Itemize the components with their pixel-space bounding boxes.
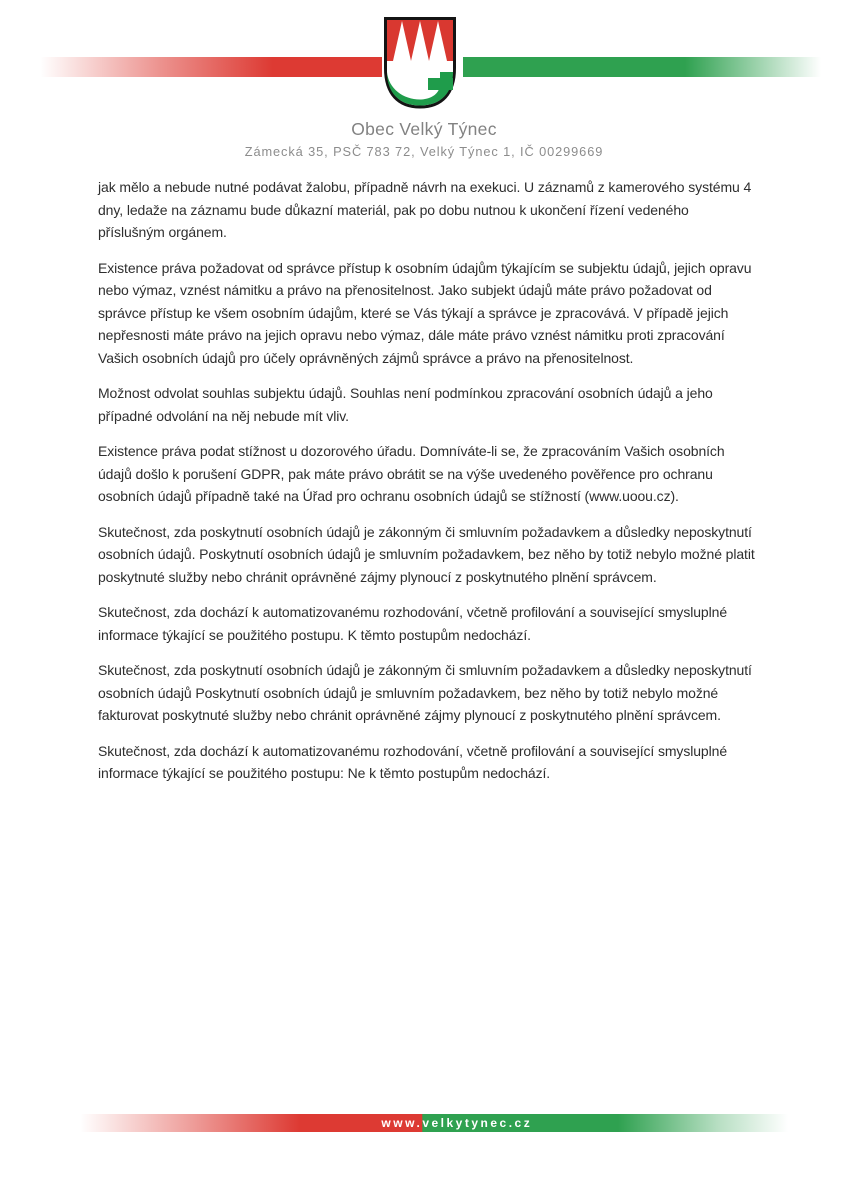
body-paragraph: Skutečnost, zda poskytnutí osobních údajů je zákonným či smluvním požadavkem a důsledky neposkytnutí osobních údajů. Poskytnutí osobních údajů je smluvním požadavkem, bez něho by totiž nebylo možné platit poskytnuté služby nebo chránit oprávněné zájmy plynoucí z poskytnutého plnění správcem. xyxy=(98,523,755,585)
document-body xyxy=(98,176,756,798)
body-paragraph: Existence práva podat stížnost u dozorového úřadu. Domníváte-li se, že zpracováním Vašich osobních údajů došlo k porušení GDPR, pak máte právo obrátit se na výše uvedeného pověřence pro ochranu osobních údajů případně také na Úřad pro ochranu osobních údajů se stížností (www.uoou.cz). xyxy=(98,443,725,504)
shield-white-band xyxy=(387,61,453,72)
body-paragraph: Skutečnost, zda dochází k automatizovanému rozhodování, včetně profilování a související smysluplné informace týkající se použitého postupu. K těmto postupům nedochází. xyxy=(98,604,728,643)
shield-coulter-notch xyxy=(428,78,453,90)
body-paragraph: Existence práva požadovat od správce přístup k osobním údajům týkajícím se subjektu údajů, jejich opravu nebo výmaz, vznést námitku a právo na přenositelnost. Jako subjekt údajů máte právo požadovat od správce přístup ke všem osobním údajům, které se Vás týkají a správce je zpracovává. V případě jejich nepřesnosti máte právo na jejich opravu nebo výmaz, dále máte právo vznést námitku proti zpracování Vašich osobních údajů pro účely oprávněných zájmů správce a právo na přenositelnost. xyxy=(98,259,752,366)
header-ribbon-green xyxy=(463,57,821,77)
org-address-line: Zámecká 35, PSČ 783 72, Velký Týnec 1, IČ 00299669 xyxy=(244,144,604,159)
org-name: Obec Velký Týnec xyxy=(351,119,497,139)
body-paragraph: Skutečnost, zda dochází k automatizovanému rozhodování, včetně profilování a související smysluplné informace týkající se použitého postupu: Ne k těmto postupům nedochází. xyxy=(98,742,728,781)
header-ribbon-red xyxy=(40,57,382,77)
footer-url-prefix: www. xyxy=(381,1116,423,1130)
coat-of-arms-velky-tynec xyxy=(382,16,458,110)
body-paragraph: Skutečnost, zda poskytnutí osobních údajů je zákonným či smluvním požadavkem a důsledky neposkytnutí osobních údajů Poskytnutí osobních údajů je smluvním požadavkem, bez něho by totiž nebylo možné fakturovat poskytnuté služby nebo chránit oprávněné zájmy plynoucí z poskytnutého plnění správcem. xyxy=(98,662,752,723)
body-paragraph: jak mělo a nebude nutné podávat žalobu, případně návrh na exekuci. U záznamů z kamerového systému 4 dny, ledaže na záznamu bude důkazní materiál, pak po dobu nutnou k ukončení řízení vedeného příslušným orgánem. xyxy=(98,179,752,240)
footer-url-domain: velkytynec.cz xyxy=(422,1116,533,1130)
footer-ribbon xyxy=(80,1114,788,1132)
body-paragraph: Možnost odvolat souhlas subjektu údajů. Souhlas není podmínkou zpracování osobních údajů a jeho případné odvolání na něj nebude mít vliv. xyxy=(98,385,713,424)
